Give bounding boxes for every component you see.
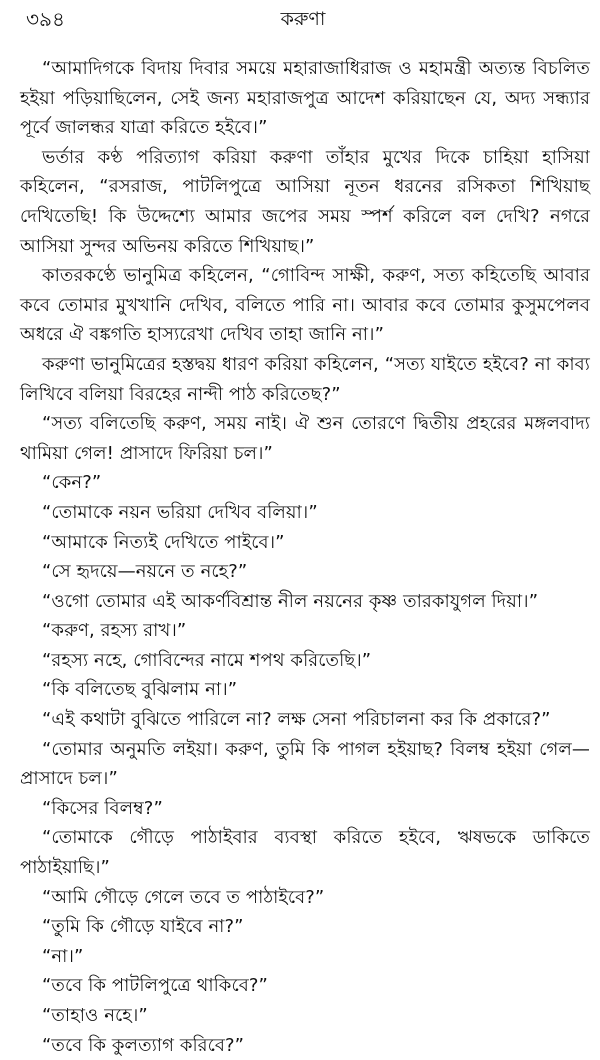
running-title: করুণা [280,8,326,30]
paragraph: “সত্য বলিতেছি করুণ, সময় নাই। ঐ শুন তোরণে দ্বিতীয় প্রহরের মঙ্গলবাদ্য থামিয়া গেল! প্রাসাদে ফিরিয়া চল।” [20,413,590,464]
dialogue-line: “তাহাও নহে।” [42,1005,148,1026]
dialogue-line: “আমাকে নিত্যই দেখিতে পাইবে।” [42,531,285,553]
dialogue-line: “তোমাকে গৌড়ে পাঠাইবার ব্যবস্থা করিতে হইবে, ঋষভকে ডাকিতে পাঠাইয়াছি।” [20,827,590,879]
dialogue-line: “কিসের বিলম্ব?” [42,797,163,819]
dialogue-line: “এই কথাটা বুঝিতে পারিলে না? লক্ষ সেনা পরিচালনা কর কি প্রকারে?” [42,709,551,731]
dialogue-line: “তবে কি পাটলিপুত্রে থাকিবে?” [42,975,268,997]
dialogue-line: “রহস্য নহে, গোবিন্দের নামে শপথ করিতেছি।” [42,649,372,671]
dialogue-line: “না।” [42,945,84,967]
dialogue-line: “তবে কি কুলত্যাগ করিবে?” [42,1034,245,1056]
page-header [20,4,586,44]
page-number: ৩৯৪ [26,7,65,31]
dialogue-line: “কেন?” [42,472,102,494]
paragraph: করুণা ভানুমিত্রের হস্তদ্বয় ধারণ করিয়া কহিলেন, “সত্য যাইতে হইবে? না কাব্য লিখিবে বলিয়া বিরহের নান্দী পাঠ করিতেছ?” [20,353,590,405]
paragraph: “আমাদিগকে বিদায় দিবার সময়ে মহারাজাধিরাজ ও মহামন্ত্রী অত্যন্ত বিচলিত হইয়া পড়িয়াছিলেন, সেই জন্য মহারাজপুত্র আদেশ করিয়াছেন যে, অদ্য সন্ধ্যার পূর্বে জালন্ধর যাত্রা করিতে হইবে।” [20,58,590,139]
paragraph: কাতরকণ্ঠে ভানুমিত্র কহিলেন, “গোবিন্দ সাক্ষী, করুণ, সত্য কহিতেছি আবার কবে তোমার মুখখানি দেখিব, বলিতে পারি না। আবার কবে তোমার কুসুমপেলব অধরে ঐ বঙ্কগতি হাস্যরেখা দেখিব তাহা জানি না।” [20,265,590,346]
dialogue-line: “কি বলিতেছ বুঝিলাম না।” [42,679,238,701]
paragraph: ভর্তার কণ্ঠ পরিত্যাগ করিয়া করুণা তাঁহার মুখের দিকে চাহিয়া হাসিয়া কহিলেন, “রসরাজ, পাটলিপুত্রে আসিয়া নূতন ধরনের রসিকতা শিখিয়াছ দেখিতেছি! কি উদ্দেশ্যে আমার জপের সময় স্পর্শ করিলে বল দেখি? নগরে আসিয়া সুন্দর অভিনয় করিতে শিখিয়াছ।” [20,146,590,257]
dialogue-line: “সে হৃদয়ে—নয়নে ত নহে?” [42,561,248,583]
dialogue-line: “তোমাকে নয়ন ভরিয়া দেখিব বলিয়া।” [42,501,318,523]
body-text [20,54,590,1060]
dialogue-line: “করুণ, রহস্য রাখ।” [42,620,187,642]
dialogue-line: “ওগো তোমার এই আকর্ণবিশ্রান্ত নীল নয়নের কৃষ্ণ তারকাযুগল দিয়া।” [42,590,539,612]
dialogue-line: “তোমার অনুমতি লইয়া। করুণ, তুমি কি পাগল হইয়াছ? বিলম্ব হইয়া গেল—প্রাসাদে চল।” [20,738,590,790]
dialogue-line: “আমি গৌড়ে গেলে তবে ত পাঠাইবে?” [42,886,325,908]
dialogue-line: “তুমি কি গৌড়ে যাইবে না?” [42,916,244,938]
